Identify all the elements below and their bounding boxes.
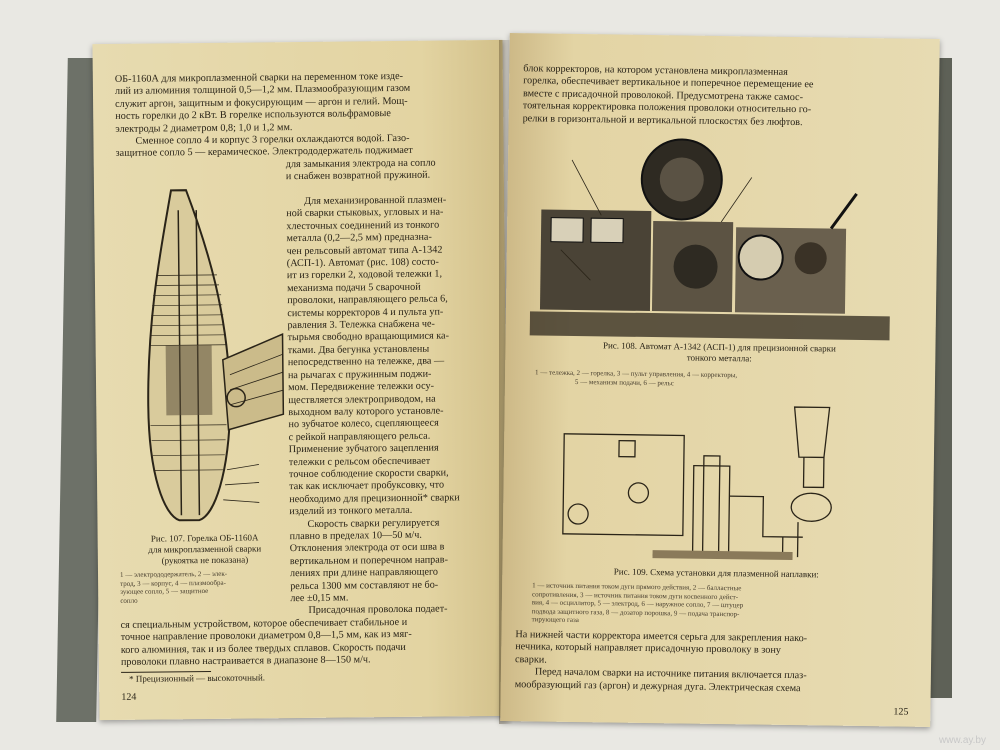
text-line: механизма подачи 5 сварочной [286,281,421,294]
text-line: с рейкой направляющего рельса. [288,430,431,443]
text-line: изделий из тонкого металла. [289,504,413,518]
text-line: тележки с рельсом обеспечивает [288,455,431,468]
left-paragraph [115,70,486,161]
text-line: лий из алюминия толщиной 0,5—1,2 мм. Плазмообразующим газом [114,83,411,98]
figure-109-caption: Рис. 109. Схема установки для плазменной наплавки: [613,566,819,580]
text-line: сварки. [515,653,547,666]
text-line: металла (0,2—2,5 мм) предназна- [286,231,432,245]
legend-line: сопротивления, 3 — источник питания током дуги косвенного дейст- [531,589,739,601]
legend-line: тирующего газа [531,615,579,625]
figure-107-caption [120,532,290,567]
text-line: тырьмя свободно вращающимися ка- [287,330,450,344]
caption-line: (рукоятка не показана) [161,554,249,566]
text-line: Присадочная проволока подает- [308,603,448,617]
text-line: Для механизированной плазмен- [304,194,447,207]
figure-108-caption [529,339,909,366]
text-line: но зубчатое колесо, сцепляющееся [288,417,439,431]
caption-line: Рис. 108. Автомат А-1342 (АСП-1) для прецизионной сварки [602,340,836,354]
text-line: Применение зубчатого зацепления [288,442,439,456]
page-number-right: 125 [893,706,909,718]
text-line: ществляется электроприводом, на [288,393,436,406]
text-line: вертикальном и поперечном направ- [289,554,449,567]
text-line: проволоки плавно настраивается в диапазоне 8—150 м/ч. [120,654,371,669]
figure-108-legend [535,368,905,390]
legend-line: трод, 3 — корпус, 4 — плазмообра- [120,578,227,588]
text-line: непосредственно на тележке, два — [287,355,445,369]
left-page [92,40,509,720]
text-line: служит аргон, защитным и фокусирующим — аргон и гелий. Мощ- [115,95,408,110]
legend-line: зующее сопло, 5 — защитное [120,586,209,596]
text-line: нечника, который направляет присадочную проволоку в зону [515,641,782,657]
text-line: на рычагах с пружинным поджи- [287,368,432,381]
text-line: плавно в пределах 10—50 м/ч. [289,529,422,543]
text-line: блок корректоров, на котором установлена микроплазменная [523,63,788,78]
legend-line: 1 — источник питания током дуги прямого действия, 2 — балластные [532,581,742,593]
caption-line: для микроплазменной сварки [148,543,262,555]
text-line: Перед началом сварки на источнике питания включается плаз- [534,666,807,682]
text-line: выходном валу которого установле- [288,405,444,419]
right-top-paragraph [523,63,920,131]
text-line: системы корректоров 4 и пульта уп- [287,306,444,319]
left-column [286,194,490,618]
text-line: равления 3. Тележка снабжена че- [287,318,435,332]
text-line: лее ±0,15 мм. [290,592,349,605]
text-line: релки в горизонтальной и вертикальной плоскостях без люфтов. [522,112,803,128]
left-paragraph-tail [286,157,486,184]
text-line: ность горелки до 2 кВт. В горелке используются вольфрамовые [115,108,391,123]
right-bottom-paragraph [515,629,912,697]
text-line: хлесточных соединений из тонкого [286,219,440,232]
text-line: проволоки, направляющего рельса 6, [287,293,448,307]
text-line: Сменное сопло 4 и корпус 3 горелки охлаждаются водой. Газо- [135,132,410,147]
right-page [500,33,940,727]
text-line: необходимо для прецизионной* сварки [289,492,460,505]
legend-line: 1 — тележка, 2 — горелка, 3 — пульт управления, 4 — корректоры, [535,368,738,380]
figure-107-legend [120,569,290,605]
text-line: так как исключает пробуксовку, что [289,479,445,493]
left-bottom-paragraph [121,616,491,669]
text-line: ной сварки стыковых, угловых и на- [286,206,444,220]
text-line: горелка, обеспечивает вертикальное и поперечное перемещение ее [523,75,814,91]
text-line: Скорость сварки регулируется [307,517,440,530]
legend-line: 5 — механизм подачи, 6 — рельс [574,377,674,387]
text-line: кого алюминия, так и из более твердых сплавов. Скорость подачи [120,641,406,656]
automat-figure [530,129,893,344]
text-line: На нижней части корректора имеется серьга для закрепления нако- [515,629,808,645]
text-line: для замыкания электрода на сопло [285,157,436,171]
text-line: мом. Передвижение тележки осу- [288,380,435,394]
text-line: тоятельная корректировка положения проволоки относительно го- [522,100,812,116]
text-line: электроды 2 диаметром 0,8; 1,0 и 1,2 мм. [115,121,293,135]
surfacing-scheme-figure [552,394,874,568]
text-line: Отклонения электрода от оси шва в [289,541,445,555]
text-line: (АСП-1). Автомат (рис. 108) состо- [286,256,439,270]
caption-line: тонкого металла: [686,352,752,364]
text-line: лениях при длине направляющего [289,566,439,580]
text-line: чен рельсовый автомат типа А-1342 [286,244,443,257]
legend-line: 1 — электрододержатель, 2 — элек- [119,569,228,579]
caption-line: Рис. 107. Горелка ОБ-1160А [150,532,259,544]
legend-line: вия, 4 — осциллятор, 5 — электрод, 6 — наружное сопло, 7 — штуцер [531,598,744,610]
text-line: ит из горелки 2, ходовой тележки 1, [286,268,443,282]
footnote: * Прецизионный — высокоточный. [129,672,266,684]
text-line: ся специальным устройством, которое обеспечивает стабильное и [120,616,408,631]
text-line: точное соблюдение скорости сварки, [288,467,449,481]
text-line: ОБ-1160А для микроплазменной сварки на переменном токе изде- [114,70,404,85]
page-number-left: 124 [121,691,137,703]
text-line: защитное сопло 5 — керамическое. Электрододержатель поджимает [115,145,413,160]
legend-line: сопло [120,596,138,605]
legend-line: подвода защитного газа, 8 — дозатор порошка, 9 — подача транспор- [531,606,740,618]
text-line: рельса 1300 мм составляют не бо- [290,579,439,592]
text-line: и снабжен возвратной пружиной. [285,170,431,183]
text-line: вместе с присадочной проволокой. Предусмотрена также самос- [522,88,804,103]
figure-109-legend [532,581,913,629]
torch-figure [116,184,290,526]
text-line: тками. Два бегунка установлены [287,343,430,357]
text-line: точное направление проволоки диаметром 0,8—1,5 мм, как из мяг- [120,629,412,644]
watermark: www.ay.by [938,735,986,746]
text-line: мообразующий газ (аргон) и дежурная дуга. Электрическая схема [514,678,801,694]
